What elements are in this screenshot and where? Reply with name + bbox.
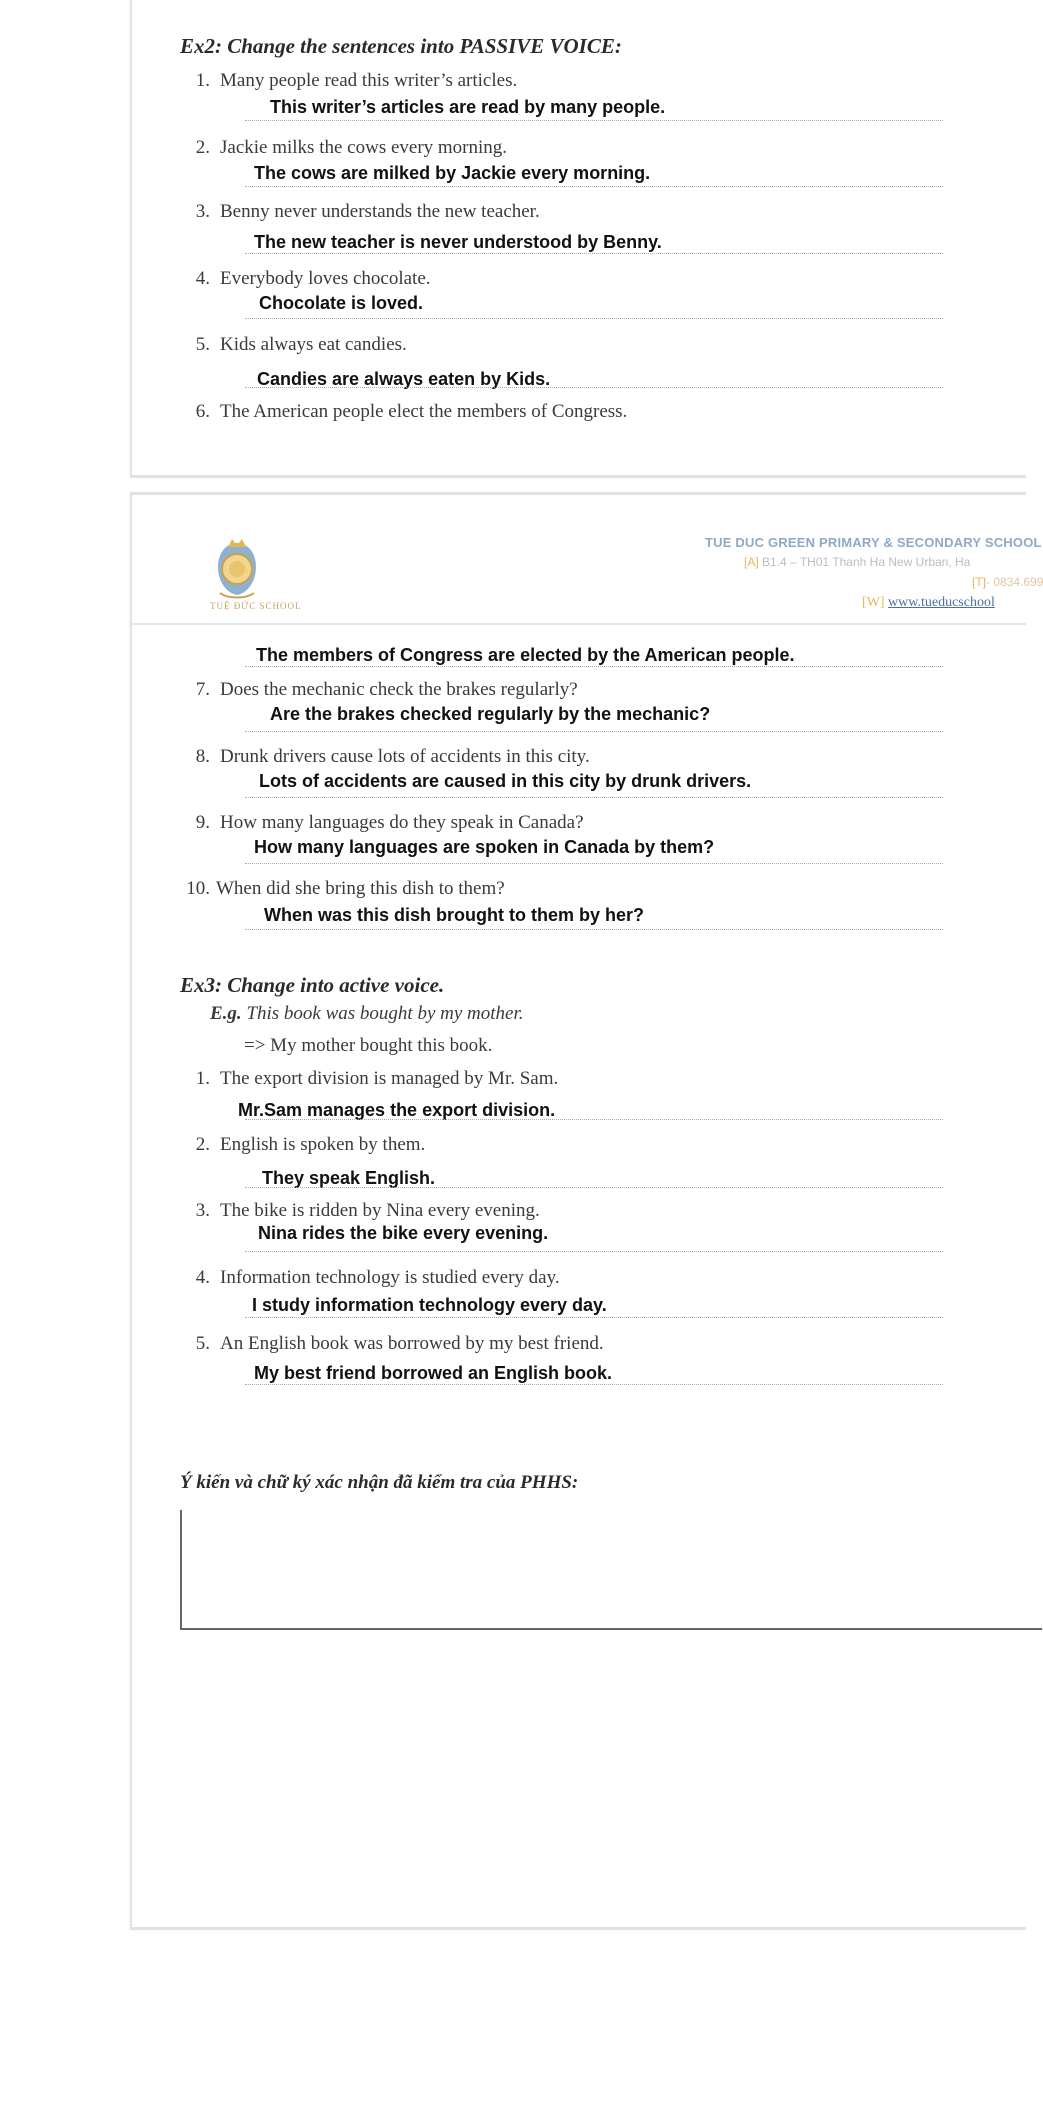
answer-line (245, 929, 943, 930)
ex3-answer-3: Nina rides the bike every evening. (258, 1223, 549, 1243)
ex2-question-2: 2. Jackie milks the cows every morning. (195, 137, 508, 158)
school-address: [A] B1.4 – TH01 Thanh Ha New Urban, Ha (744, 555, 971, 569)
ex2-answer-5: Candies are always eaten by Kids. (257, 369, 551, 389)
ex2-question-5: 5. Kids always eat candies. (195, 334, 407, 355)
ex2-answer-9: How many languages are spoken in Canada by them? (254, 837, 715, 857)
ex2-heading: Ex2: Change the sentences into PASSIVE VOICE: (180, 34, 622, 58)
header-divider (132, 623, 1026, 625)
answer-line (245, 1187, 943, 1188)
parent-signature-box[interactable] (180, 1510, 1042, 1630)
answer-line (245, 253, 943, 254)
answer-line (245, 1119, 943, 1120)
answer-line (245, 1384, 943, 1385)
answer-line (245, 1317, 943, 1318)
answer-line (245, 666, 943, 667)
ex2-question-8: 8. Drunk drivers cause lots of accidents in this city. (195, 746, 590, 767)
ex3-question-2: 2. English is spoken by them. (195, 1134, 426, 1155)
answer-line (245, 863, 943, 864)
answer-line (245, 186, 943, 187)
ex2-question-7: 7. Does the mechanic check the brakes regularly? (195, 679, 578, 700)
answer-line (245, 120, 943, 121)
answer-line (245, 797, 943, 798)
ex3-question-1: 1. The export division is managed by Mr. Sam. (195, 1068, 559, 1089)
ex3-answer-2: They speak English. (262, 1168, 436, 1188)
ex2-question-4: 4. Everybody loves chocolate. (195, 268, 431, 289)
ex3-example-answer: => My mother bought this book. (244, 1035, 493, 1056)
ex3-question-5: 5. An English book was borrowed by my best friend. (195, 1333, 604, 1354)
worksheet-page-2 (130, 492, 1043, 1930)
ex2-answer-8: Lots of accidents are caused in this city by drunk drivers. (259, 771, 752, 791)
school-phone: [T]- 0834.699 (972, 575, 1043, 589)
ex3-question-3: 3. The bike is ridden by Nina every evening. (195, 1200, 540, 1221)
answer-line (245, 387, 943, 388)
ex2-answer-7: Are the brakes checked regularly by the mechanic? (270, 704, 711, 724)
school-logo-icon (206, 537, 268, 607)
ex2-question-10: 10. When did she bring this dish to them? (186, 878, 505, 899)
school-name: TUE DUC GREEN PRIMARY & SECONDARY SCHOOL (705, 535, 1042, 550)
ex2-question-3: 3. Benny never understands the new teacher. (195, 201, 540, 222)
worksheet-page-1 (130, 0, 1026, 478)
ex2-question-6: 6. The American people elect the members of Congress. (195, 401, 628, 422)
answer-line (245, 731, 943, 732)
ex2-answer-10: When was this dish brought to them by her? (264, 905, 645, 925)
ex3-question-4: 4. Information technology is studied every day. (195, 1267, 560, 1288)
school-website-link[interactable]: www.tueducschool (888, 595, 995, 610)
ex3-answer-1: Mr.Sam manages the export division. (238, 1100, 556, 1120)
ex3-heading: Ex3: Change into active voice. (180, 973, 445, 997)
ex2-answer-4: Chocolate is loved. (259, 293, 424, 313)
ex2-answer-3: The new teacher is never understood by Benny. (254, 232, 662, 252)
answer-line (245, 318, 943, 319)
ex3-answer-5: My best friend borrowed an English book. (254, 1363, 613, 1383)
ex2-answer-6: The members of Congress are elected by the American people. (256, 645, 795, 665)
ex3-answer-4: I study information technology every day. (252, 1295, 607, 1315)
ex3-example: E.g. This book was bought by my mother. (210, 1003, 524, 1024)
ex2-answer-2: The cows are milked by Jackie every morning. (254, 163, 651, 183)
logo-caption: TUỆ ĐỨC SCHOOL (210, 601, 302, 611)
ex2-question-1: 1. Many people read this writer’s articles. (195, 70, 518, 91)
parent-signature-label: Ý kiến và chữ ký xác nhận đã kiểm tra của PHHS: (180, 1472, 579, 1493)
school-website: [W] www.tueducschool (862, 595, 995, 610)
ex2-question-9: 9. How many languages do they speak in Canada? (195, 812, 584, 833)
ex2-answer-1: This writer’s articles are read by many people. (270, 97, 666, 117)
answer-line (245, 1251, 943, 1252)
